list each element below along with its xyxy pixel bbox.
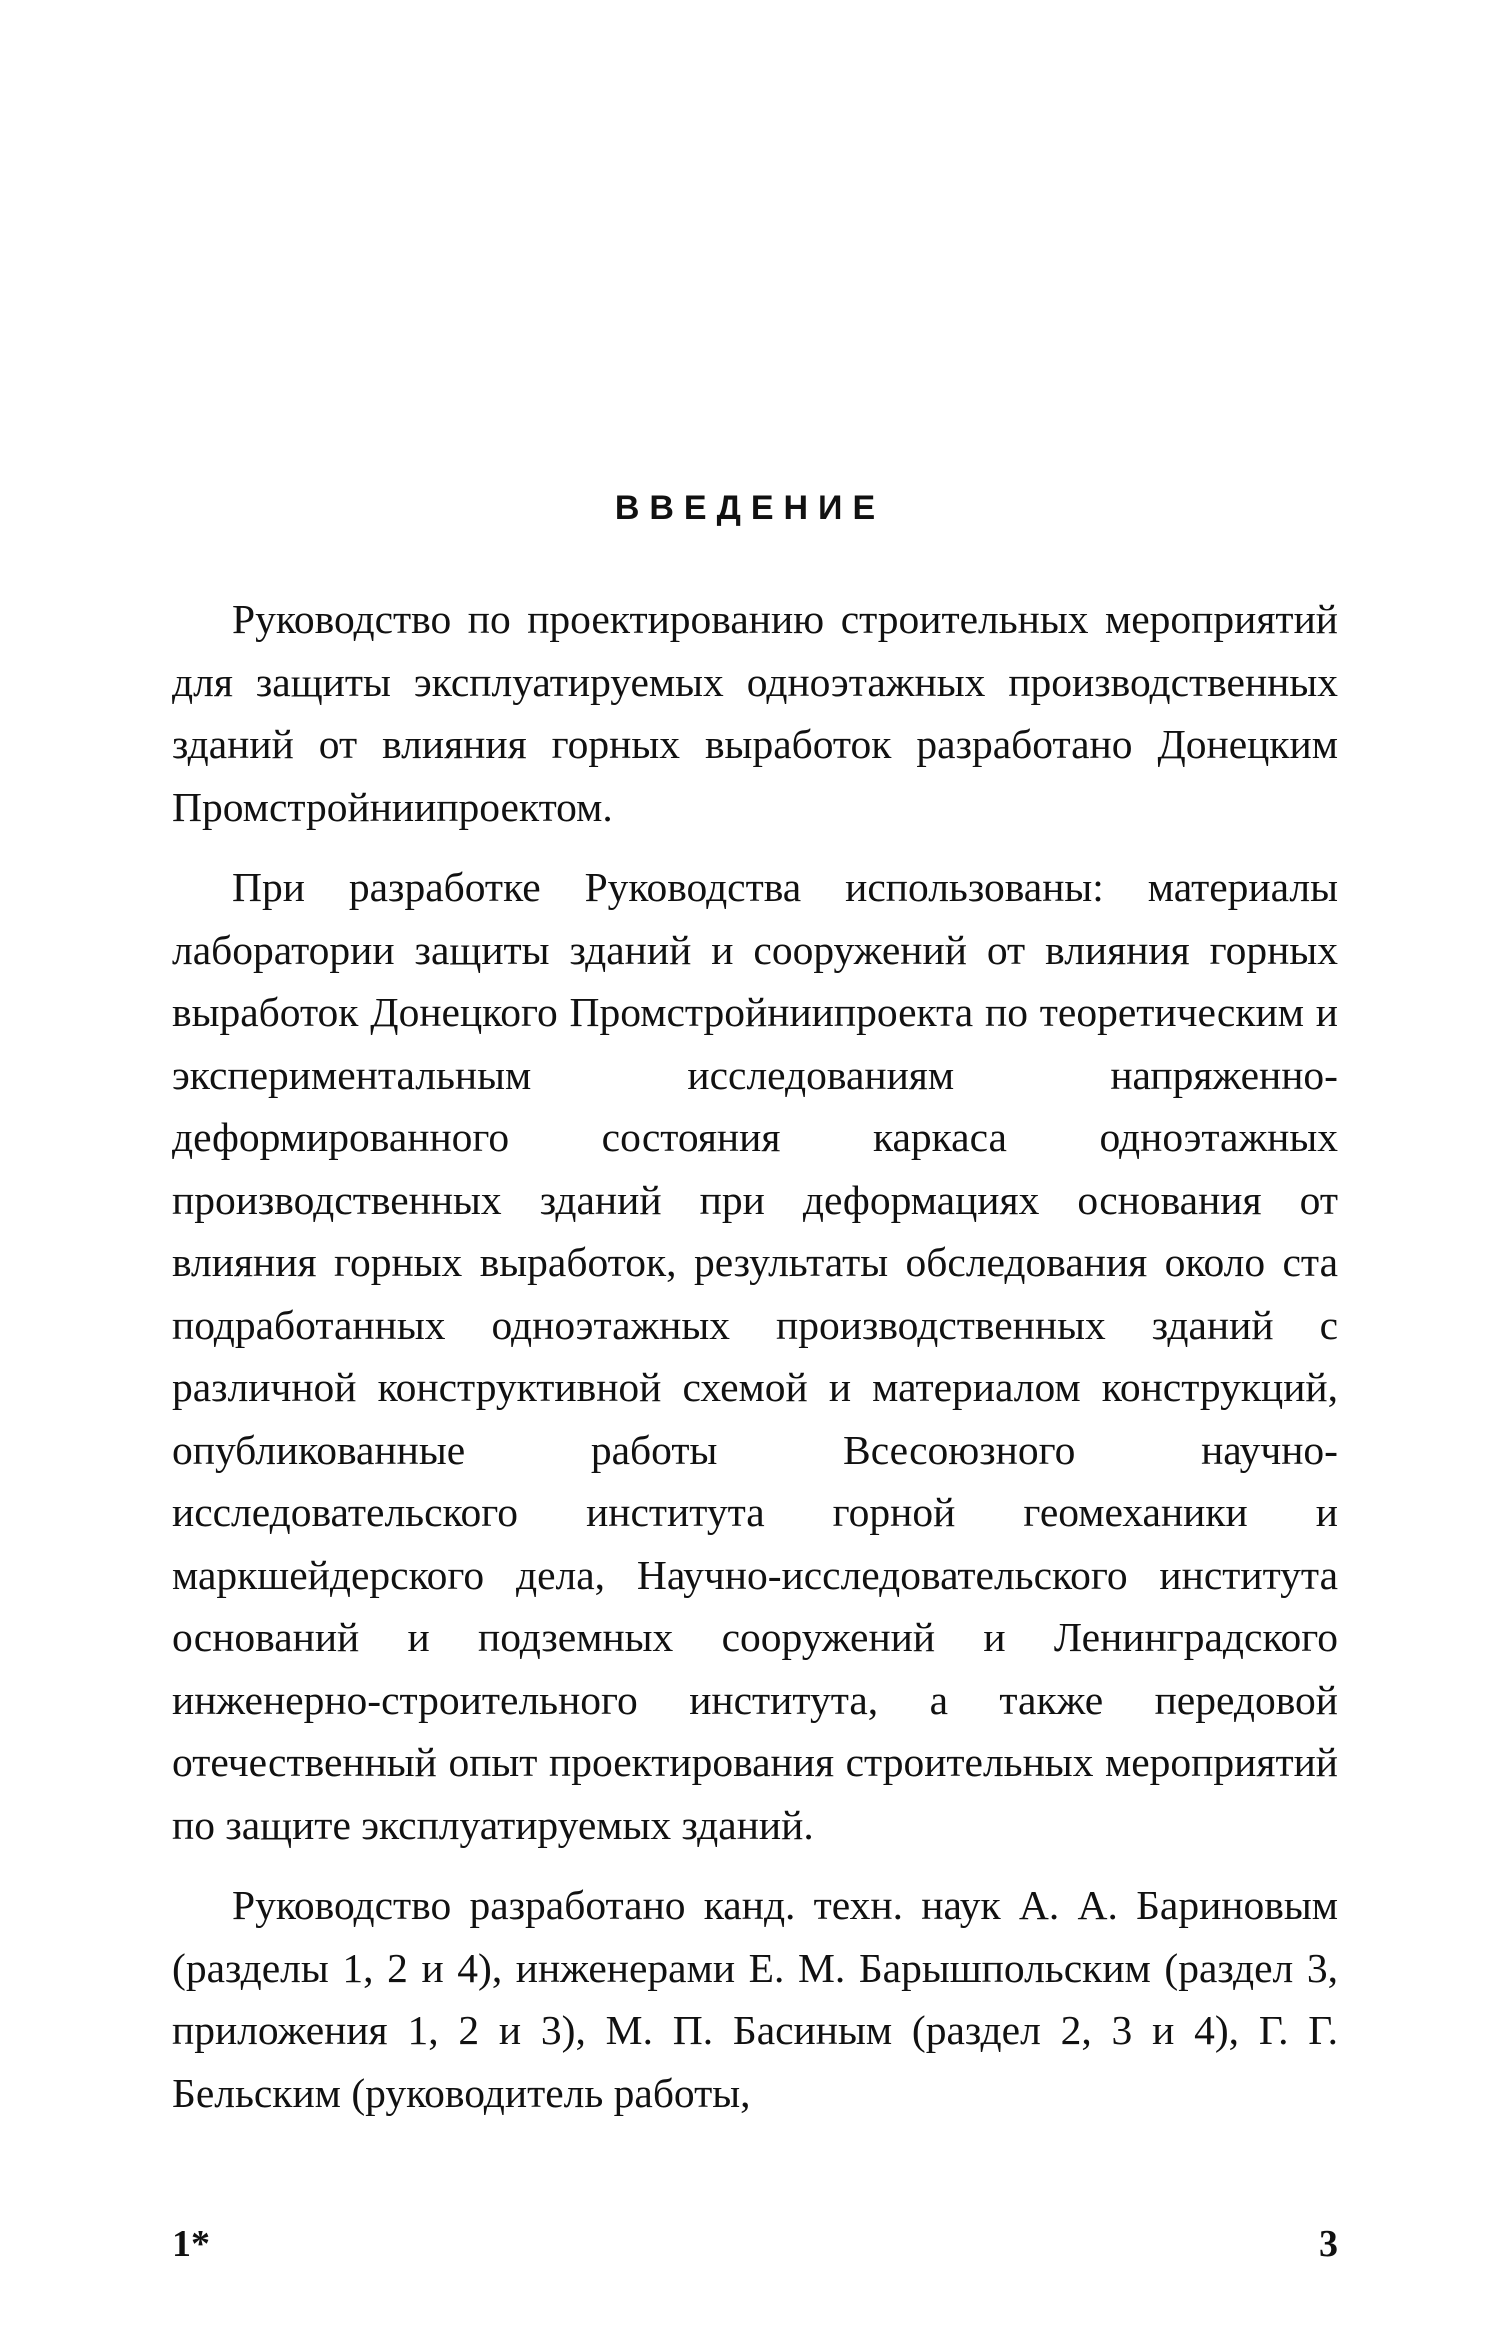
- paragraph-sources: При разработке Руководства использованы: материалы лаборатории защиты зданий и сооружений от влияния горных выработок Донецкого Промстройниипроекта по теоретическим и экспериментальным исследованиям напряженно-деформированного состояния каркаса одноэтажных производственных зданий при деформациях основания от влияния горных выработок, результаты обследования около ста подработанных одноэтажных производственных зданий с различной конструктивной схемой и материалом конструкций, опубликованные работы Всесоюзного научно-исследовательского института горной геомеханики и маркшейдерского дела, Научно-исследовательского института оснований и подземных сооружений и Ленинградского инженерно-строительного института, а также передовой отечественный опыт проектирования строительных мероприятий по защите эксплуатируемых зданий.: [172, 864, 1338, 1848]
- body-text: [172, 588, 1338, 2124]
- paragraph-intro: Руководство по проектированию строительных мероприятий для защиты эксплуатируемых одноэтажных производственных зданий от влияния горных выработок разработано Донецким Промстройниипроектом.: [172, 596, 1338, 830]
- signature-mark: 1*: [172, 2223, 210, 2265]
- section-heading: ВВЕДЕНИЕ: [614, 489, 886, 527]
- paragraph-authors: Руководство разработано канд. техн. наук А. А. Бариновым (разделы 1, 2 и 4), инженерами Е. М. Барышпольским (раздел 3, приложения 1, 2 и 3), М. П. Басиным (раздел 2, 3 и 4), Г. Г. Бельским (руководитель работы,: [172, 1882, 1338, 2116]
- page-number: 3: [1319, 2223, 1338, 2265]
